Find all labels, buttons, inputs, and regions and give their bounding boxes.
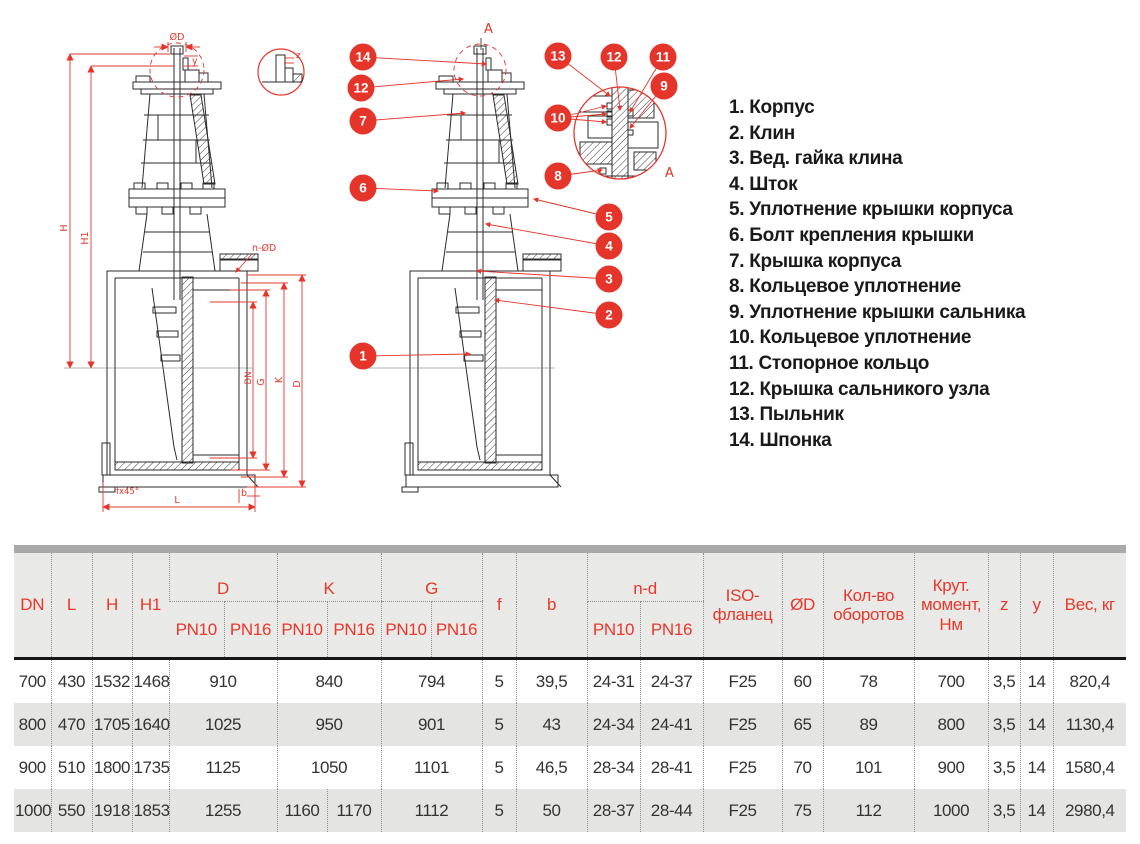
part-label: Вед. гайка клина — [749, 148, 903, 170]
cell: 1853 — [132, 789, 169, 832]
cell: 60 — [782, 659, 823, 704]
part-label: Стопорное кольцо — [758, 352, 930, 374]
dim-label-h1: H1 — [80, 231, 91, 245]
part-number: 8. — [729, 276, 745, 298]
cell: 700 — [14, 659, 51, 704]
callout-8 — [545, 163, 603, 190]
cell: 510 — [51, 746, 92, 789]
cell: 1800 — [92, 746, 132, 789]
technical-drawing — [0, 0, 720, 540]
cell: 840 — [277, 659, 381, 704]
parts-list-item — [729, 249, 1129, 275]
callout-number: 12 — [606, 49, 622, 65]
cell: 1735 — [132, 746, 169, 789]
cell: 28-44 — [640, 789, 703, 832]
dim-label-l: L — [174, 495, 180, 506]
spec-table-wrap — [14, 545, 1126, 832]
dim-label-k: K — [274, 376, 285, 384]
cell: 800 — [14, 703, 51, 746]
callout-number: 7 — [359, 113, 367, 129]
cell: 1918 — [92, 789, 132, 832]
col-subheader-G-PN10: PN10 — [381, 602, 431, 659]
dim-label-d: D — [292, 380, 303, 388]
dim-label-od: ØD — [169, 32, 185, 43]
cell: 900 — [14, 746, 51, 789]
part-label: Шпонка — [759, 429, 832, 451]
cell: 1125 — [169, 746, 277, 789]
part-label: Уплотнение крышки корпуса — [749, 199, 1013, 221]
cell: 24-31 — [587, 659, 640, 704]
part-number: 3. — [729, 148, 745, 170]
callout-10 — [545, 105, 607, 132]
cell: 901 — [381, 703, 482, 746]
middle-view-annotations — [454, 22, 506, 96]
callout-number: 4 — [605, 238, 613, 254]
col-header-ØD: ØD — [782, 553, 823, 659]
cell: 3,5 — [988, 703, 1020, 746]
col-header-b: b — [516, 553, 587, 659]
cell: 470 — [51, 703, 92, 746]
cell: 14 — [1020, 789, 1053, 832]
parts-list-item — [729, 402, 1129, 428]
table-row — [14, 659, 1126, 704]
cell: 1170 — [327, 789, 381, 832]
callout-14 — [350, 44, 487, 71]
section-label-a: A — [484, 22, 493, 37]
part-number: 13. — [729, 404, 755, 426]
cell: 1130,4 — [1053, 703, 1126, 746]
col-header-Крут. момент, Нм: Крут. момент, Нм — [914, 553, 988, 659]
callout-6 — [350, 175, 439, 202]
part-number: 9. — [729, 301, 745, 323]
parts-list-item — [729, 95, 1129, 121]
parts-list-item — [729, 428, 1129, 454]
spec-table — [14, 553, 1126, 832]
cell: 50 — [516, 789, 587, 832]
col-header-DN: DN — [14, 553, 51, 659]
parts-list-item — [729, 377, 1129, 403]
part-label: Шток — [749, 173, 798, 195]
table-top-bar — [14, 545, 1126, 553]
dim-label-b: b — [241, 488, 248, 499]
callout-number: 1 — [359, 348, 367, 364]
cell: 70 — [782, 746, 823, 789]
parts-list-item — [729, 172, 1129, 198]
cell: 1580,4 — [1053, 746, 1126, 789]
callout-number: 3 — [605, 271, 613, 287]
cell: 1000 — [914, 789, 988, 832]
table-row — [14, 746, 1126, 789]
cell: 101 — [823, 746, 914, 789]
table-row — [14, 789, 1126, 832]
cell: 3,5 — [988, 659, 1020, 704]
spec-table-body — [14, 659, 1126, 833]
part-label: Болт крепления крышки — [749, 224, 974, 246]
col-header-n-d: n-d — [587, 553, 703, 602]
part-label: Уплотнение крышки сальника — [749, 301, 1026, 323]
part-number: 11. — [729, 352, 754, 374]
cell: 550 — [51, 789, 92, 832]
part-label: Кольцевое уплотнение — [749, 276, 961, 298]
col-subheader-D-PN10: PN10 — [169, 602, 224, 659]
callout-12 — [348, 75, 464, 102]
cell: 28-34 — [587, 746, 640, 789]
col-subheader-G-PN16: PN16 — [431, 602, 482, 659]
col-subheader-n-d-PN10: PN10 — [587, 602, 640, 659]
dim-label-h: H — [59, 224, 70, 232]
dim-label-y: y — [192, 56, 198, 67]
col-header-z: z — [988, 553, 1020, 659]
callout-number: 11 — [655, 49, 671, 65]
table-row — [14, 703, 1126, 746]
cell: 1255 — [169, 789, 277, 832]
parts-list-item — [729, 146, 1129, 172]
cell: 3,5 — [988, 746, 1020, 789]
part-number: 5. — [729, 199, 745, 221]
cell: 950 — [277, 703, 381, 746]
cell: 1468 — [132, 659, 169, 704]
part-number: 12. — [729, 378, 755, 400]
callout-7 — [350, 108, 466, 135]
col-header-H1: H1 — [132, 553, 169, 659]
part-label: Клин — [749, 122, 795, 144]
col-header-H: H — [92, 553, 132, 659]
col-header-K: K — [277, 553, 381, 602]
part-label: Кольцевое уплотнение — [759, 327, 972, 349]
part-number: 14. — [729, 429, 755, 451]
part-label: Крышка корпуса — [749, 250, 902, 272]
cell: 1025 — [169, 703, 277, 746]
parts-list-item — [729, 325, 1129, 351]
cell: 1160 — [277, 789, 327, 832]
detail-a — [574, 87, 674, 181]
parts-list — [729, 95, 1129, 453]
cell: 28-41 — [640, 746, 703, 789]
callout-number: 6 — [359, 180, 367, 196]
parts-list-item — [729, 121, 1129, 147]
detail-z — [258, 49, 304, 95]
col-header-D: D — [169, 553, 277, 602]
cell: 1101 — [381, 746, 482, 789]
cell: 5 — [482, 789, 516, 832]
cell: 14 — [1020, 703, 1053, 746]
cell: 46,5 — [516, 746, 587, 789]
callout-number: 12 — [353, 80, 369, 96]
cell: 78 — [823, 659, 914, 704]
cell: F25 — [703, 659, 782, 704]
cell: 1112 — [381, 789, 482, 832]
part-number: 10. — [729, 327, 755, 349]
col-subheader-K-PN16: PN16 — [327, 602, 381, 659]
cell: F25 — [703, 746, 782, 789]
cell: 89 — [823, 703, 914, 746]
cell: 39,5 — [516, 659, 587, 704]
dim-label-fx45: fx45° — [116, 487, 140, 497]
parts-list-item — [729, 300, 1129, 326]
part-number: 6. — [729, 224, 745, 246]
callout-number: 10 — [550, 110, 566, 126]
cell: 1532 — [92, 659, 132, 704]
cell: 5 — [482, 703, 516, 746]
cell: 65 — [782, 703, 823, 746]
cell: 1050 — [277, 746, 381, 789]
cell: 900 — [914, 746, 988, 789]
cell: 43 — [516, 703, 587, 746]
callout-number: 8 — [554, 168, 562, 184]
part-label: Крышка сальникого узла — [759, 378, 990, 400]
callout-2 — [495, 300, 623, 329]
part-number: 4. — [729, 173, 745, 195]
cell: 5 — [482, 746, 516, 789]
parts-list-item — [729, 274, 1129, 300]
cell: 14 — [1020, 659, 1053, 704]
col-header-Вес, кг: Вес, кг — [1053, 553, 1126, 659]
cell: 3,5 — [988, 789, 1020, 832]
col-header-f: f — [482, 553, 516, 659]
part-number: 2. — [729, 122, 745, 144]
callout-number: 14 — [355, 49, 371, 65]
dim-label-dn: DN — [244, 371, 254, 385]
cell: F25 — [703, 703, 782, 746]
col-subheader-n-d-PN16: PN16 — [640, 602, 703, 659]
cell: 1640 — [132, 703, 169, 746]
parts-list-item — [729, 223, 1129, 249]
cell: 794 — [381, 659, 482, 704]
callout-13 — [545, 43, 611, 97]
cell: 24-41 — [640, 703, 703, 746]
callout-5 — [534, 199, 623, 231]
part-number: 1. — [729, 97, 745, 118]
cell: 112 — [823, 789, 914, 832]
dim-label-g: G — [256, 378, 267, 386]
col-subheader-D-PN16: PN16 — [224, 602, 277, 659]
cell: 14 — [1020, 746, 1053, 789]
cell: 24-37 — [640, 659, 703, 704]
cell: 430 — [51, 659, 92, 704]
dim-label-n-od: n-ØD — [252, 243, 277, 254]
cell: 24-34 — [587, 703, 640, 746]
cell: 700 — [914, 659, 988, 704]
cell: 1705 — [92, 703, 132, 746]
col-header-L: L — [51, 553, 92, 659]
cell: 2980,4 — [1053, 789, 1126, 832]
col-header-Кол-во оборотов: Кол-во оборотов — [823, 553, 914, 659]
cell: 28-37 — [587, 789, 640, 832]
cell: 5 — [482, 659, 516, 704]
cell: 820,4 — [1053, 659, 1126, 704]
parts-list-item — [729, 351, 1129, 377]
callout-number: 9 — [660, 78, 668, 94]
cell: F25 — [703, 789, 782, 832]
cell: 75 — [782, 789, 823, 832]
detail-label-a: A — [665, 166, 674, 181]
part-number: 7. — [729, 250, 745, 272]
callout-number: 5 — [605, 209, 613, 225]
cell: 910 — [169, 659, 277, 704]
part-label: Пыльник — [759, 404, 844, 426]
col-header-G: G — [381, 553, 482, 602]
parts-list-item — [729, 197, 1129, 223]
col-header-ISO-фланец: ISO-фланец — [703, 553, 782, 659]
cell: 1000 — [14, 789, 51, 832]
dim-label-z: z — [296, 51, 301, 61]
callout-number: 13 — [550, 48, 566, 64]
spec-table-head — [14, 553, 1126, 659]
col-header-y: y — [1020, 553, 1053, 659]
part-label: Корпус — [749, 97, 815, 118]
col-subheader-K-PN10: PN10 — [277, 602, 327, 659]
callout-number: 2 — [605, 307, 613, 323]
cell: 800 — [914, 703, 988, 746]
